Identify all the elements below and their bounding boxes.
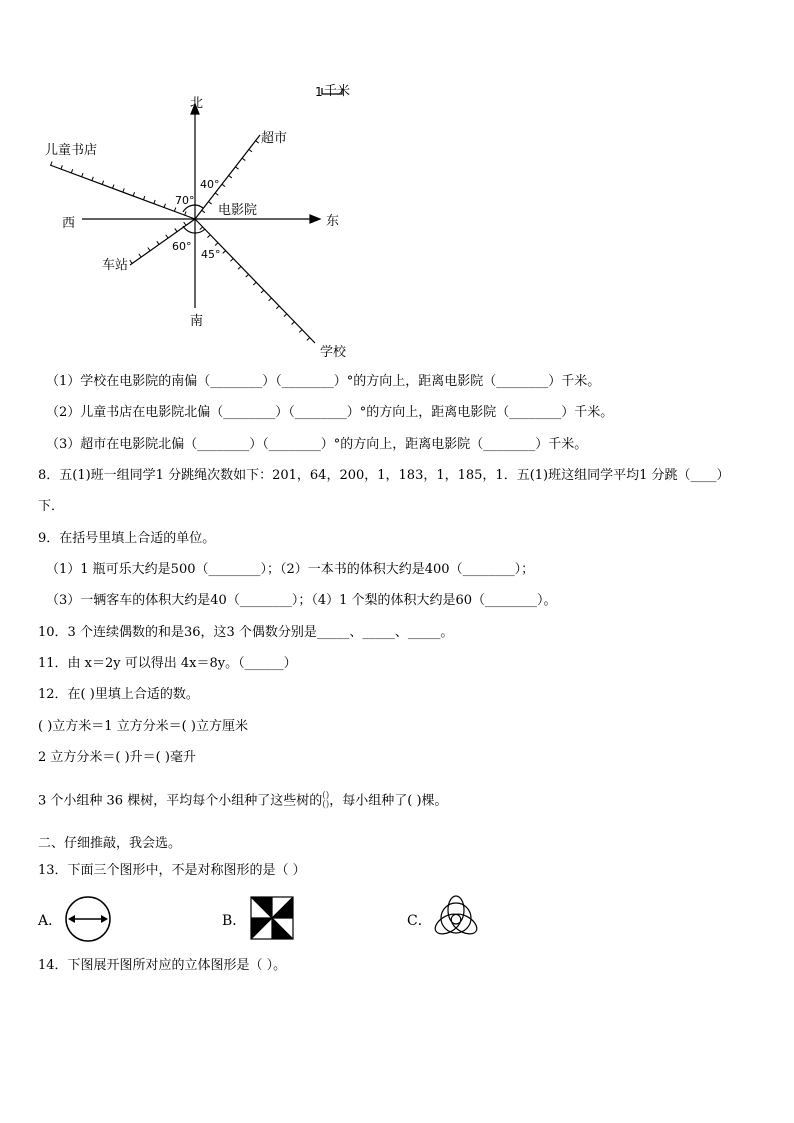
scale-tick	[202, 210, 205, 212]
circle-arrow-figure	[62, 895, 114, 945]
q7-part2: （2）儿童书店在电影院北偏（________）（________）°的方向上，距离电影院（________）千米。	[46, 405, 614, 420]
scale-tick	[184, 222, 186, 225]
scale-tick	[253, 282, 256, 285]
fraction-denominator: ()	[322, 800, 330, 810]
fraction-numerator: ()	[322, 791, 330, 801]
q12-part3-tail: ，每小组种了( )棵。	[329, 793, 448, 809]
q12-part3-text: 3 个小组种 36 棵树，平均每个小组种了这些树的	[38, 793, 323, 809]
scale-tick	[82, 173, 83, 177]
trefoil-figure	[431, 894, 481, 942]
scale-tick	[208, 202, 211, 204]
scale-tick	[215, 243, 218, 246]
scale-unit: 千米	[324, 84, 351, 99]
scale-tick	[174, 208, 175, 212]
q12-part1: ( )立方米＝1 立方分米＝( )立方厘米	[38, 719, 248, 734]
scale-tick	[166, 235, 168, 238]
scale-tick	[242, 158, 245, 160]
q12-part2: 2 立方分米＝( )升＝( )毫升	[38, 750, 196, 765]
supermarket-label: 超市	[261, 131, 288, 146]
q12-heading: 12．在( )里填上合适的数。	[38, 687, 199, 702]
q13-text: 13．下面三个图形中，不是对称图形的是（ ）	[38, 863, 306, 878]
scale-tick	[307, 338, 310, 341]
scale-tick	[61, 165, 62, 169]
angle-60-label: 60°	[172, 240, 192, 253]
scale-tick	[123, 188, 124, 192]
option-c-label: C．	[407, 913, 432, 929]
scale-tick	[175, 228, 177, 231]
scale-tick	[235, 167, 238, 169]
scale-tick	[230, 259, 233, 262]
scale-tick	[261, 290, 264, 293]
scale-tick	[256, 141, 259, 143]
scale-tick	[185, 211, 186, 215]
section-2-heading: 二、仔细推敲，我会选。	[38, 836, 182, 851]
q7-part1: （1）学校在电影院的南偏（________）（________）°的方向上，距离电影院（________）千米。	[46, 374, 601, 389]
scale-tick	[143, 196, 144, 200]
angle-40-label: 40°	[200, 178, 220, 191]
station-label: 车站	[102, 258, 129, 273]
bookstore-label: 儿童书店	[45, 143, 98, 158]
scale-tick	[229, 176, 232, 178]
q11-text: 11．由 x＝2y 可以得出 4x＝8y。（______）	[38, 656, 297, 671]
scale-tick	[102, 181, 103, 185]
scale-tick	[269, 298, 272, 301]
scale-tick	[164, 204, 165, 208]
scale-tick	[200, 227, 203, 230]
q7-part3: （3）超市在电影院北偏（________）（________）°的方向上，距离电影院（________）千米。	[46, 437, 588, 452]
scale-tick	[71, 169, 72, 173]
scale-tick	[133, 192, 134, 196]
scale-tick	[207, 235, 210, 238]
cinema-label: 电影院	[218, 203, 258, 218]
q10-text: 10．3 个连续偶数的和是36，这3 个偶数分别是_____、_____、_____。	[38, 625, 454, 640]
q14-text: 14．下图展开图所对应的立体图形是（ ）。	[38, 958, 287, 973]
scale-tick	[284, 314, 287, 317]
q12-part3	[38, 792, 448, 811]
pinwheel-figure	[249, 895, 295, 941]
scale-tick	[238, 266, 241, 269]
scale-tick	[299, 330, 302, 333]
scale-tick	[148, 248, 150, 251]
option-a-label: A．	[38, 913, 63, 929]
scale-tick	[246, 274, 249, 277]
angle-45-label: 45°	[201, 248, 221, 261]
scale-tick	[130, 260, 132, 263]
east-label: 东	[326, 214, 340, 229]
scale-tick	[222, 184, 225, 186]
q9-part2: （3）一辆客车的体积大约是40（________）；（4）1 个梨的体积大约是60（________）。	[46, 593, 557, 608]
school-label: 学校	[320, 345, 347, 360]
west-label: 西	[62, 216, 76, 231]
scale-tick	[51, 162, 52, 166]
direction-map	[40, 80, 360, 365]
north-label: 北	[190, 96, 204, 111]
q9-heading: 9．在括号里填上合适的单位。	[38, 531, 216, 546]
south-label: 南	[190, 314, 204, 329]
q9-part1: （1）1 瓶可乐大约是500（________）；（2）一本书的体积大约是400（________）；	[46, 562, 535, 577]
scale-tick	[292, 322, 295, 325]
scale-tick	[92, 177, 93, 181]
option-b-label: B．	[222, 913, 247, 929]
scale-number: 1	[315, 85, 323, 99]
scale-tick	[223, 251, 226, 254]
scale-tick	[276, 306, 279, 309]
q8-text: 8．五(1)班一组同学1 分跳绳次数如下：201，64，200，1，183，1，185，1．五(1)班这组同学平均1 分跳（____）	[38, 468, 730, 483]
scale-tick	[157, 241, 159, 244]
scale-tick	[113, 185, 114, 189]
angle-70-label: 70°	[175, 194, 195, 207]
scale-tick	[249, 149, 252, 151]
scale-tick	[139, 254, 141, 257]
q8-continued: 下．	[38, 499, 65, 514]
scale-tick	[215, 193, 218, 195]
scale-tick	[154, 200, 155, 204]
